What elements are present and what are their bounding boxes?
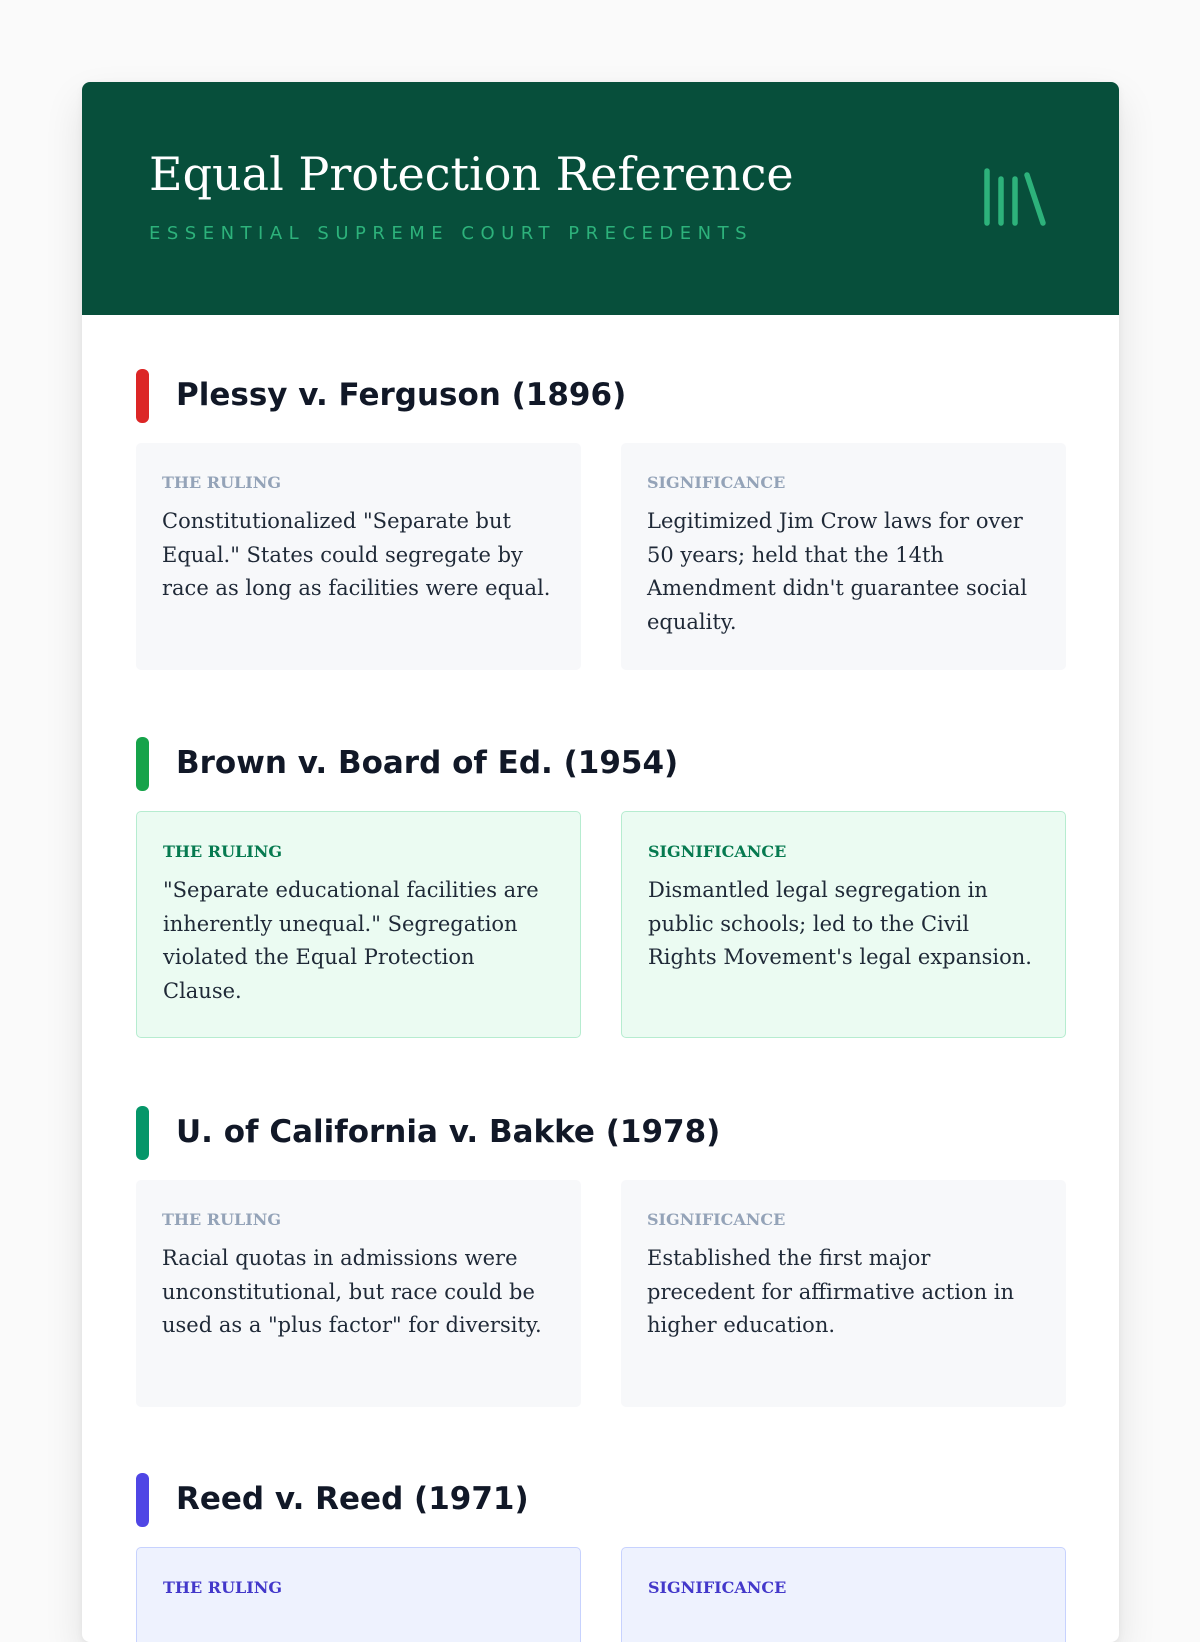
library-books-icon: [982, 166, 1048, 228]
case-title: Brown v. Board of Ed. (1954): [176, 745, 679, 781]
case-accent-bar: [136, 369, 149, 423]
case-title: Reed v. Reed (1971): [176, 1481, 529, 1517]
ruling-panel: [136, 1180, 581, 1407]
ruling-text: "Separate educational facilities are inherently unequal." Segregation violated the Equal Protection Clause.: [163, 878, 539, 1003]
ruling-panel: [136, 443, 581, 670]
ruling-panel: [136, 1547, 581, 1642]
significance-panel: [621, 1180, 1066, 1407]
significance-label: SIGNIFICANCE: [648, 1578, 787, 1597]
significance-panel: [621, 1547, 1066, 1642]
ruling-text: Constitutionalized "Separate but Equal." States could segregate by race as long as facilities were equal.: [162, 509, 551, 600]
significance-label: SIGNIFICANCE: [647, 1210, 786, 1229]
significance-label: SIGNIFICANCE: [648, 842, 787, 861]
ruling-label: THE RULING: [162, 473, 282, 492]
ruling-label: THE RULING: [163, 1578, 283, 1597]
significance-text: Established the first major precedent for affirmative action in higher education.: [647, 1246, 1015, 1337]
ruling-text: Racial quotas in admissions were unconstitutional, but race could be used as a "plus factor" for diversity.: [162, 1246, 542, 1337]
significance-panel: [621, 811, 1066, 1038]
significance-text: Legitimized Jim Crow laws for over 50 years; held that the 14th Amendment didn't guarantee social equality.: [647, 509, 1028, 634]
case-title: Plessy v. Ferguson (1896): [176, 377, 627, 413]
significance-text: Dismantled legal segregation in public schools; led to the Civil Rights Movement's legal expansion.: [648, 878, 1032, 969]
case-title: U. of California v. Bakke (1978): [176, 1114, 721, 1150]
case-accent-bar: [136, 1106, 149, 1160]
ruling-label: THE RULING: [163, 842, 283, 861]
significance-label: SIGNIFICANCE: [647, 473, 786, 492]
ruling-label: THE RULING: [162, 1210, 282, 1229]
significance-panel: [621, 443, 1066, 670]
reference-card: [82, 82, 1119, 1642]
ruling-panel: [136, 811, 581, 1038]
case-accent-bar: [136, 1473, 149, 1527]
page-title: Equal Protection Reference: [149, 147, 794, 201]
case-accent-bar: [136, 737, 149, 791]
page-subtitle: ESSENTIAL SUPREME COURT PRECEDENTS: [149, 223, 754, 244]
header: [82, 82, 1119, 315]
